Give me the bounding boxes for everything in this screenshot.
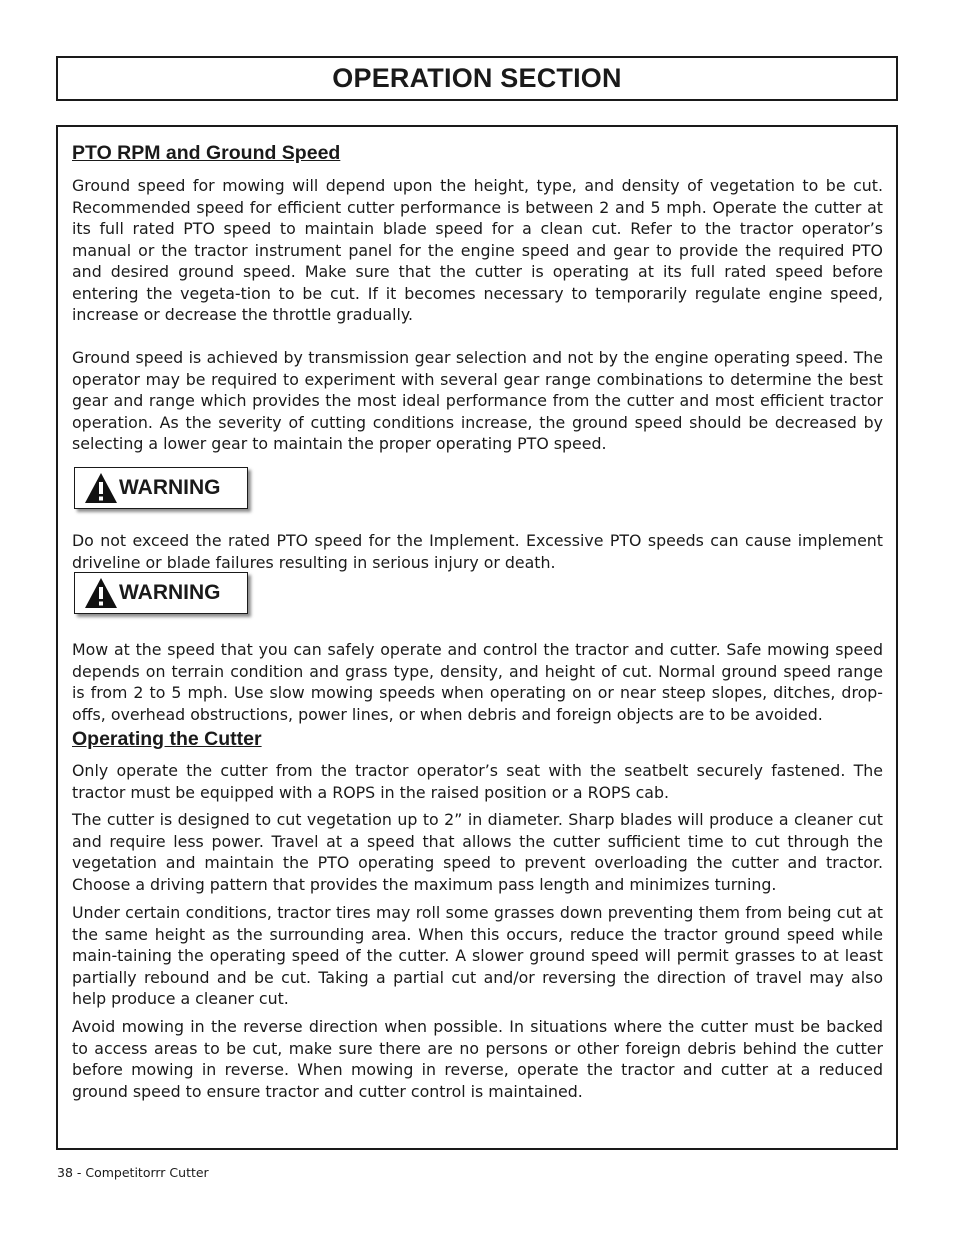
page-title: OPERATION SECTION: [332, 63, 622, 93]
warning-badge-1: [74, 467, 248, 509]
warning-badge-2: [74, 572, 248, 614]
operating-paragraph-4: Avoid mowing in the reverse direction when possible. In situations where the cutter must be backed to access areas to be cut, make sure there are no persons or other foreign debris behind the cutter before mowing in reverse. When mowing in reverse, operate the tractor and cutter at a reduced ground speed to ensure tractor and cutter control is maintained.: [72, 1017, 883, 1101]
page-footer: 38 - Competitorrr Cutter: [57, 1165, 209, 1180]
warning-text-2: Mow at the speed that you can safely operate and control the tractor and cutter. Safe mowing speed depends on terrain condition and grass type, density, and height of cut. Normal ground speed range is from 2 to 5 mph. Use slow mowing speeds when operating on or near steep slopes, ditches, drop-offs, overhead obstructions, power lines, or when debris and foreign objects are to be avoided.: [72, 640, 883, 724]
heading-operating-cutter: Operating the Cutter: [72, 728, 262, 750]
operating-paragraph-1: Only operate the cutter from the tractor operator’s seat with the seatbelt securely fastened. The tractor must be equipped with a ROPS in the raised position or a ROPS cab.: [72, 761, 883, 802]
warning-triangle-icon: [84, 472, 118, 504]
pto-paragraph-2: Ground speed is achieved by transmission gear selection and not by the engine operating speed. The operator may be required to experiment with several gear range combinations to determine the best gear and range which provides the most ideal performance from the cutter and most efficient tractor operation. As the severity of cutting conditions increase, the ground speed should be decreased by selecting a lower gear to maintain the proper operating PTO speed.: [72, 348, 883, 453]
content-box: [56, 125, 898, 1150]
warning-text-1: Do not exceed the rated PTO speed for the Implement. Excessive PTO speeds can cause implement driveline or blade failures resulting in serious injury or death.: [72, 531, 883, 572]
warning-label-1: WARNING: [119, 476, 221, 499]
pto-paragraph-1: Ground speed for mowing will depend upon the height, type, and density of vegetation to be cut. Recommended speed for efficient cutter performance is between 2 and 5 mph. Operate the cutter at its full rated PTO speed to maintain blade speed for a clean cut. Refer to the tractor operator’s manual or the tractor instrument panel for the engine speed and gear to provide the required PTO and desired ground speed. Make sure that the cutter is operating at its full rated speed before entering the vegeta-tion to be cut. If it becomes necessary to temporarily regulate engine speed, increase or decrease the throttle gradually.: [72, 176, 883, 324]
operating-paragraph-3: Under certain conditions, tractor tires may roll some grasses down preventing them from being cut at the same height as the surrounding area. When this occurs, reduce the tractor ground speed while main-taining the operating speed of the cutter. A slower ground speed will permit grasses to at least partially rebound and be cut. Taking a partial cut and/or reversing the direction of travel may also help produce a cleaner cut.: [72, 903, 883, 1008]
warning-triangle-icon: [84, 577, 118, 609]
section-title-box: [56, 56, 898, 101]
warning-label-2: WARNING: [119, 581, 221, 604]
heading-pto-rpm: PTO RPM and Ground Speed: [72, 142, 341, 164]
operating-paragraph-2: The cutter is designed to cut vegetation up to 2” in diameter. Sharp blades will produce a cleaner cut and require less power. Travel at a speed that allows the cutter sufficient time to cut through the vegetation and maintain the PTO operating speed to prevent overloading the cutter and tractor. Choose a driving pattern that provides the maximum pass length and minimizes turning.: [72, 810, 883, 894]
